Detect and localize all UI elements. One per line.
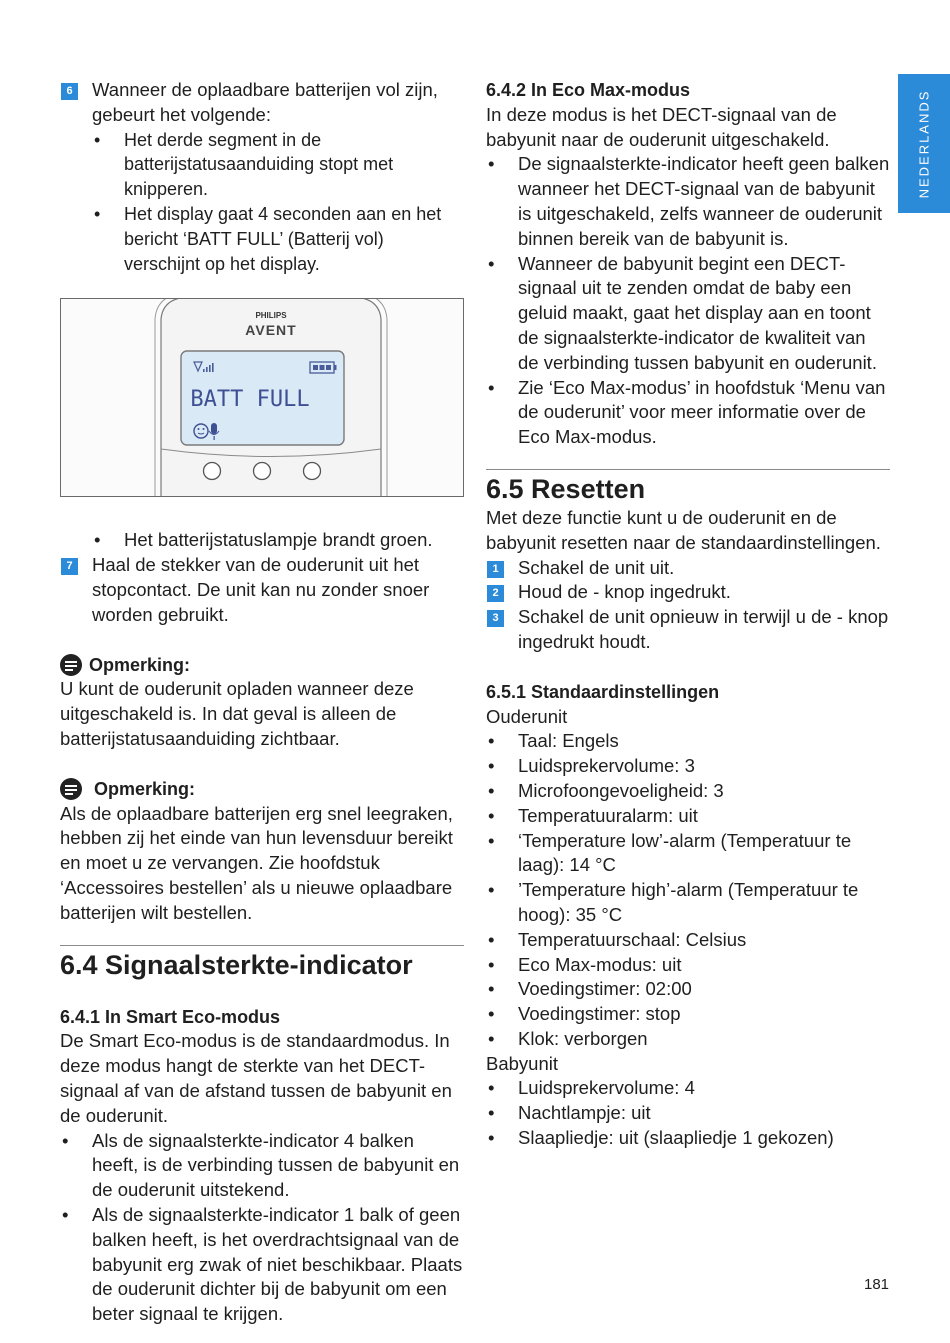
setting-item: • Slaapliedje: uit (slaapliedje 1 gekozen)	[486, 1126, 890, 1151]
setting-item: • Temperatuurschaal: Celsius	[486, 928, 890, 953]
reset-step-1	[486, 556, 890, 581]
section-divider	[60, 945, 464, 946]
bullet-item: • Als de signaalsterkte-indicator 4 balken heeft, is de verbinding tussen de babyunit en de ouderunit uitstekend.	[60, 1129, 464, 1203]
subsection-heading: 6.4.2 In Eco Max-modus	[486, 80, 691, 100]
step-number-badge: 7	[61, 558, 78, 575]
bullet-item: • Het display gaat 4 seconden aan en het bericht ‘BATT FULL’ (Batterij vol) verschijnt op het display.	[92, 202, 464, 276]
group-label: Babyunit	[486, 1052, 558, 1074]
paragraph: In deze modus is het DECT-signaal van de babyunit naar de ouderunit uitgeschakeld.	[486, 103, 837, 150]
page-number: 181	[864, 1276, 890, 1293]
right-column	[486, 78, 890, 1151]
reset-step-3	[486, 605, 890, 655]
note-text: Als de oplaadbare batterijen erg snel leegraken, hebben zij het einde van hun levensduur bereikt en moet u ze vervangen. Zie hoofdstuk ‘Accessoires bestellen’ als u nieuwe oplaadbare batterijen wilt bestellen.	[60, 802, 453, 923]
step-7-text: Haal de stekker van de ouderunit uit het stopcontact. De unit kan nu zonder snoer worden gebruikt.	[92, 554, 430, 625]
step-text: Schakel de unit opnieuw in terwijl u de - knop ingedrukt houdt.	[518, 606, 889, 652]
device-button-left	[204, 463, 221, 480]
bullet-item: • Het batterijstatuslampje brandt groen.	[92, 528, 464, 553]
note-title: Opmerking:	[94, 778, 196, 799]
setting-item: • Voedingstimer: stop	[486, 1002, 890, 1027]
section-divider	[486, 469, 890, 470]
note-icon	[60, 778, 82, 800]
note-text: U kunt de ouderunit opladen wanneer deze uitgeschakeld is. In dat geval is alleen de batterijstatusaanduiding zichtbaar.	[60, 678, 414, 749]
paragraph: De Smart Eco-modus is de standaardmodus. In deze modus hangt de sterkte van het DECT-signaal af van de afstand tussen de babyunit en de ouderunit.	[60, 1030, 452, 1126]
setting-item: • ’Temperature high’-alarm (Temperatuur te hoog): 35 °C	[486, 878, 890, 928]
setting-item: • Microfoongevoeligheid: 3	[486, 779, 890, 804]
step-number-badge: 1	[487, 561, 504, 578]
bullet-item: • Wanneer de babyunit begint een DECT-signaal uit te zenden omdat de baby een geluid maakt, gaat het display aan en toont de signaalsterkte-indicator de kwaliteit van de verbinding tussen babyunit en ouderunit.	[486, 252, 890, 376]
section-heading: 6.5 Resetten	[486, 473, 646, 504]
note-block-2	[60, 777, 464, 926]
bullet-item: • Als de signaalsterkte-indicator 1 balk of geen balken heeft, is het overdrachtsignaal van de babyunit erg zwak of niet beschikbaar. Plaats de ouderunit dichter bij de babyunit om een beter signaal te krijgen.	[60, 1203, 464, 1327]
step-text: Schakel de unit uit.	[518, 556, 675, 578]
bullet-item: • De signaalsterkte-indicator heeft geen balken wanneer het DECT-signaal van de babyunit is uitgeschakeld, zelfs wanneer de ouderunit binnen bereik van de babyunit is.	[486, 152, 890, 251]
step-6	[60, 78, 464, 128]
step-text: Houd de - knop ingedrukt.	[518, 581, 731, 603]
brand-bottom: AVENT	[245, 322, 297, 339]
setting-item: • Taal: Engels	[486, 729, 890, 754]
setting-item: • Klok: verborgen	[486, 1027, 890, 1052]
display-message: BATT FULL	[190, 387, 310, 413]
setting-item: • ‘Temperature low’-alarm (Temperatuur te laag): 14 °C	[486, 829, 890, 879]
setting-item: • Nachtlampje: uit	[486, 1101, 890, 1126]
step-number-badge: 6	[61, 83, 78, 100]
language-side-tab	[898, 74, 950, 213]
step-number-badge: 2	[487, 585, 504, 602]
paragraph: Met deze functie kunt u de ouderunit en de babyunit resetten naar de standaardinstellingen.	[486, 506, 881, 553]
note-block-1	[60, 653, 464, 752]
group-label: Ouderunit	[486, 705, 568, 727]
note-title: Opmerking:	[89, 654, 191, 675]
left-column	[60, 78, 464, 1327]
bullet-item: • Zie ‘Eco Max-modus’ in hoofdstuk ‘Menu van de ouderunit’ voor meer informatie over de Eco Max-modus.	[486, 376, 890, 450]
brand-top: PHILIPS	[255, 311, 287, 321]
subsection-heading: 6.4.1 In Smart Eco-modus	[60, 1006, 281, 1027]
setting-item: • Voedingstimer: 02:00	[486, 977, 890, 1002]
step-6-bullets	[60, 128, 464, 277]
setting-item: • Luidsprekervolume: 4	[486, 1076, 890, 1101]
step-number-badge: 3	[487, 610, 504, 627]
setting-item: • Temperatuuralarm: uit	[486, 804, 890, 829]
subsection-heading: 6.5.1 Standaardinstellingen	[486, 681, 720, 702]
reset-step-2	[486, 580, 890, 605]
setting-item: • Luidsprekervolume: 3	[486, 754, 890, 779]
section-heading: 6.4 Signaalsterkte-indicator	[60, 949, 413, 980]
note-icon	[60, 654, 82, 676]
setting-item: • Eco Max-modus: uit	[486, 953, 890, 978]
device-illustration	[60, 298, 464, 497]
parent-unit-drawing	[61, 299, 463, 496]
device-button-right	[304, 463, 321, 480]
step-6-text: Wanneer de oplaadbare batterijen vol zijn, gebeurt het volgende:	[92, 79, 438, 125]
device-button-middle	[254, 463, 271, 480]
step-7	[60, 553, 464, 627]
language-tab-label: NEDERLANDS	[916, 89, 932, 198]
bullet-item: • Het derde segment in de batterijstatusaanduiding stopt met knipperen.	[92, 128, 464, 202]
